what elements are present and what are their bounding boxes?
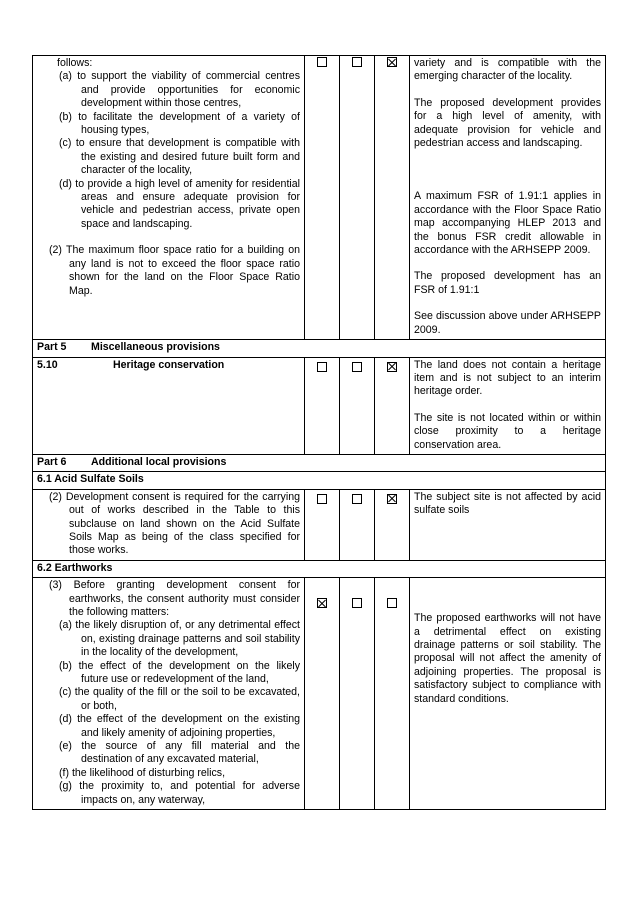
subitem-a: (a) to support the viability of commercial centres and provide opportunities for economic development within those centres,	[59, 70, 300, 110]
check-cell-na	[375, 357, 410, 454]
clause-title: Heritage conservation	[113, 358, 225, 371]
control-cell	[33, 489, 305, 560]
clause-2: (2) The maximum floor space ratio for a building on any land is not to exceed the floor space ratio shown for the land on the Floor Space Ratio Map.	[49, 244, 300, 297]
clause-2: (2) Development consent is required for the carrying out of works described in the Table to this subclause on land shown on the Acid Sulfate Soils Map as being of the class specified for those works.	[49, 490, 300, 557]
clause-heading: 6.2 Earthworks	[33, 560, 606, 577]
checkbox[interactable]	[317, 57, 327, 67]
assessment-table	[32, 55, 606, 810]
comment-cell	[410, 357, 606, 454]
checkbox[interactable]	[352, 494, 362, 504]
comment-text: variety and is compatible with the emerging character of the locality.	[414, 57, 601, 83]
part-title: Miscellaneous provisions	[91, 341, 220, 354]
checkbox-checked[interactable]	[387, 494, 397, 504]
control-cell	[33, 578, 305, 810]
comment-text: A maximum FSR of 1.91:1 applies in accordance with the Floor Space Ratio map accompanying HLEP 2013 and the bonus FSR credit allowable in accordance with the ARHSEPP 2009.	[414, 190, 601, 257]
check-cell-no	[340, 489, 375, 560]
table-row-heritage	[33, 357, 606, 454]
comment-cell	[410, 56, 606, 340]
check-cell-no	[340, 56, 375, 340]
check-cell-yes	[305, 56, 340, 340]
check-cell-no	[340, 357, 375, 454]
clause-heading: 6.1 Acid Sulfate Soils	[33, 472, 606, 489]
clause-number: 5.10	[37, 358, 58, 371]
subitem-d: (d) the effect of the development on the existing and likely amenity of adjoining properties,	[59, 713, 300, 739]
checkbox-checked[interactable]	[317, 598, 327, 608]
check-cell-yes	[305, 357, 340, 454]
subitem-b: (b) the effect of the development on the likely future use or redevelopment of the land,	[59, 659, 300, 686]
clause-intro: follows:	[57, 57, 93, 69]
comment-text: The proposed earthworks will not have a detrimental effect on existing drainage patterns or soil stability. The proposal will not affect the amenity of adjoining properties. The proposal is satisfactory subject to compliance with standard conditions.	[414, 612, 601, 705]
clause-heading-row	[33, 472, 606, 489]
subitem-d: (d) to provide a high level of amenity for residential areas and ensure adequate provision for vehicle and pedestrian access, private open space and landscaping.	[59, 177, 300, 230]
check-cell-yes	[305, 578, 340, 810]
comment-text: The subject site is not affected by acid sulfate soils	[414, 490, 601, 517]
part-number: Part 6	[37, 455, 67, 468]
table-row-acid	[33, 489, 606, 560]
comment-text: The proposed development has an FSR of 1.91:1	[414, 270, 601, 296]
part-heading	[33, 454, 606, 471]
subitem-a: (a) the likely disruption of, or any detrimental effect on, existing drainage patterns and soil stability in the locality of the development,	[59, 619, 300, 659]
comment-text: See discussion above under ARHSEPP 2009.	[414, 310, 601, 336]
check-cell-na	[375, 489, 410, 560]
control-cell	[33, 56, 305, 340]
part-heading	[33, 340, 606, 357]
comment-text: The site is not located within or within close proximity to a heritage conservation area.	[414, 411, 601, 451]
checkbox[interactable]	[317, 494, 327, 504]
part-heading-row	[33, 454, 606, 471]
checkbox-checked[interactable]	[387, 362, 397, 372]
checkbox[interactable]	[352, 57, 362, 67]
comment-cell	[410, 578, 606, 810]
part-number: Part 5	[37, 341, 67, 354]
checkbox[interactable]	[317, 362, 327, 372]
comment-text: The proposed development provides for a high level of amenity, with adequate provision for vehicle and pedestrian access and landscaping.	[414, 96, 601, 150]
comment-text: The land does not contain a heritage item and is not subject to an interim heritage order.	[414, 358, 601, 398]
check-cell-no	[340, 578, 375, 810]
check-cell-na	[375, 578, 410, 810]
subitem-c: (c) the quality of the fill or the soil to be excavated, or both,	[59, 686, 300, 712]
subitem-f: (f) the likelihood of disturbing relics,	[59, 766, 226, 779]
subitem-e: (e) the source of any fill material and the destination of any excavated material,	[59, 740, 300, 766]
checkbox-checked[interactable]	[387, 57, 397, 67]
table-row-fsr	[33, 56, 606, 340]
check-cell-yes	[305, 489, 340, 560]
part-heading-row	[33, 340, 606, 357]
clause-heading-row	[33, 560, 606, 577]
clause-3: (3) Before granting development consent for earthworks, the consent authority must consider the following matters:	[49, 579, 300, 618]
check-cell-na	[375, 56, 410, 340]
comment-cell	[410, 489, 606, 560]
part-title: Additional local provisions	[91, 455, 227, 468]
subitem-c: (c) to ensure that development is compatible with the existing and desired future built form and character of the locality,	[59, 137, 300, 177]
checkbox[interactable]	[352, 598, 362, 608]
subitem-b: (b) to facilitate the development of a variety of housing types,	[59, 110, 300, 137]
subitem-g: (g) the proximity to, and potential for adverse impacts on, any waterway,	[59, 780, 300, 806]
checkbox[interactable]	[352, 362, 362, 372]
control-cell	[33, 357, 305, 454]
checkbox[interactable]	[387, 598, 397, 608]
table-row-earthworks	[33, 578, 606, 810]
